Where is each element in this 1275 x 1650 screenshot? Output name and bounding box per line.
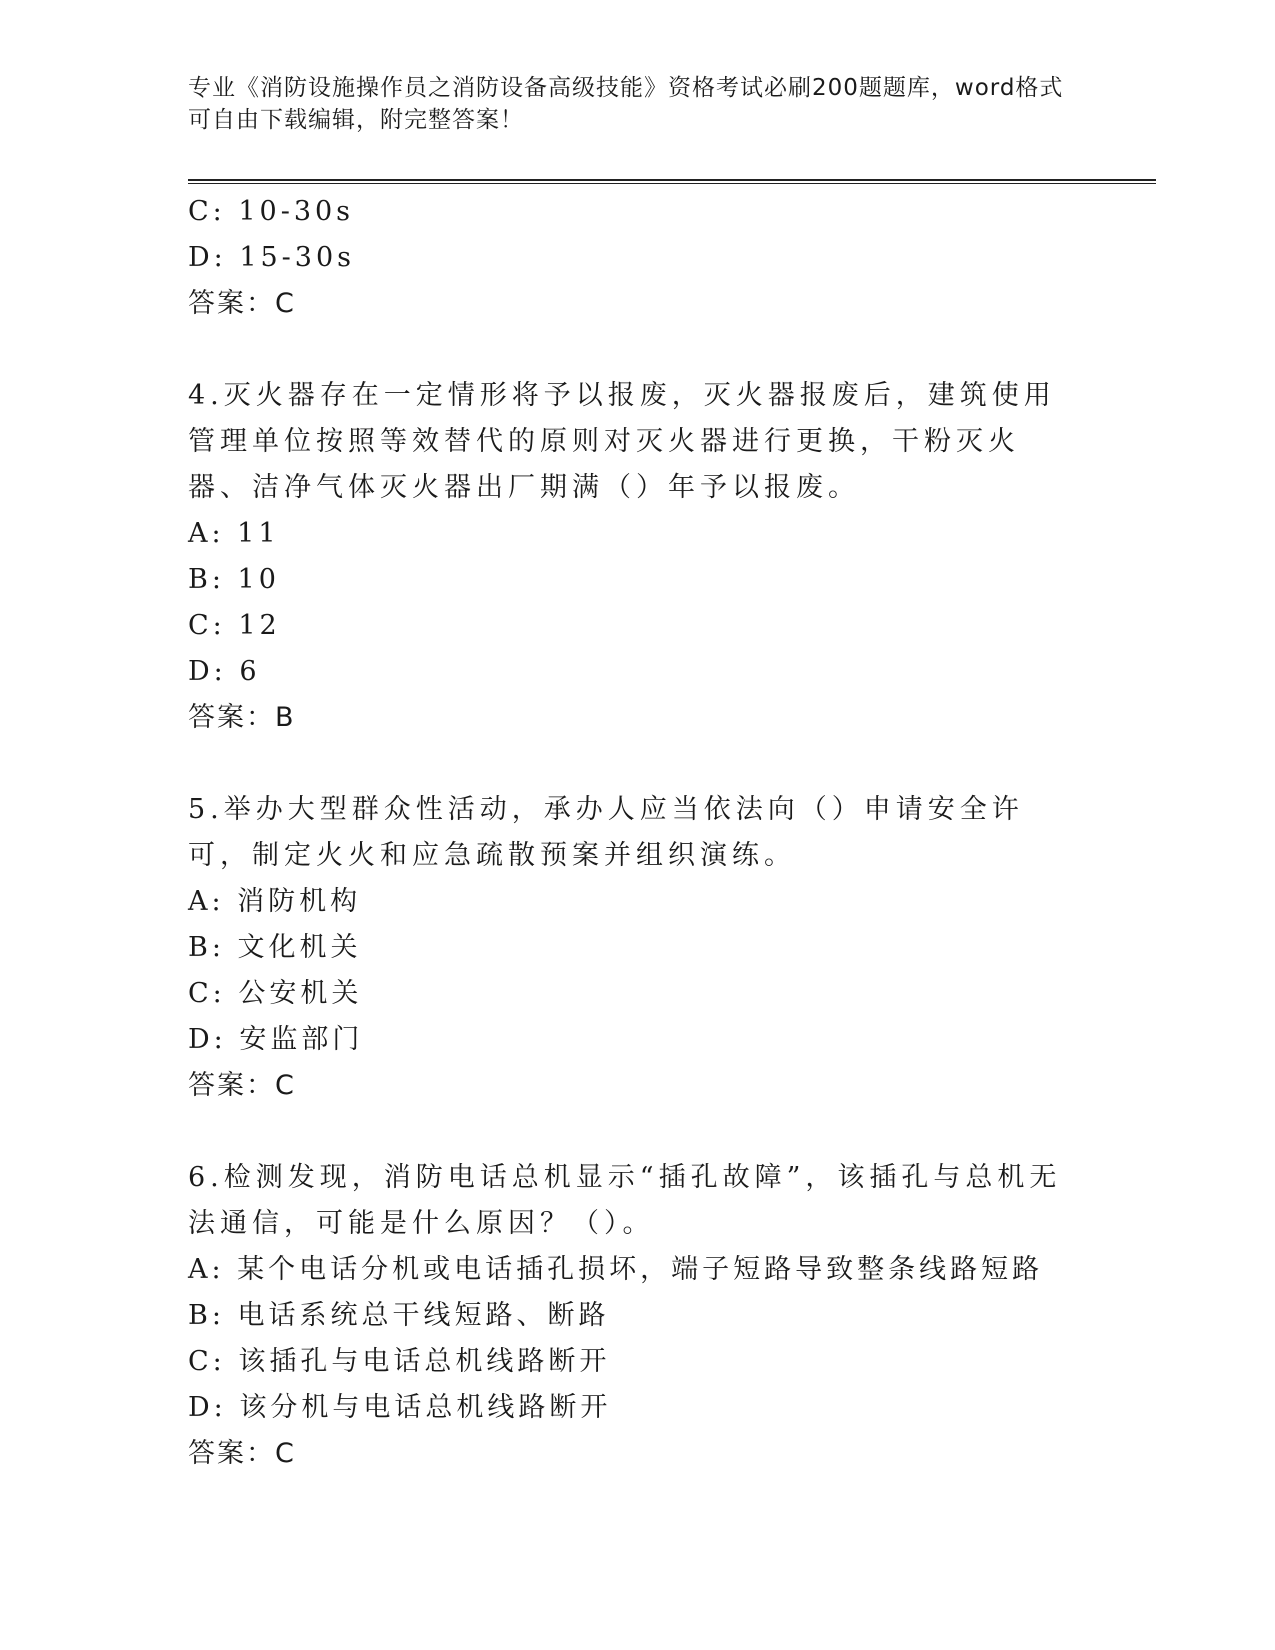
option-c: C: 该插孔与电话总机线路断开 [188, 1346, 611, 1377]
question-6 [188, 1155, 1068, 1477]
option-a: A: 11 [188, 518, 280, 549]
option-a: A: 消防机构 [188, 886, 362, 917]
answer-line: 答案：C [188, 1438, 296, 1469]
answer-line: 答案：C [188, 1070, 296, 1101]
option-c: C: 12 [188, 610, 281, 641]
option-d: D: 6 [188, 656, 261, 687]
option-b: B: 电话系统总干线短路、断路 [188, 1300, 610, 1331]
spacer [188, 327, 1068, 373]
question-fragment [188, 189, 1068, 327]
header-divider-thin [188, 183, 1156, 184]
header-divider [188, 179, 1156, 181]
question-stem: 6.检测发现，消防电话总机显示“插孔故障”，该插孔与总机无法通信，可能是什么原因？（）。 [188, 1162, 1062, 1239]
question-4 [188, 373, 1068, 741]
option-c: C: 10-30s [188, 196, 355, 227]
option-d: D: 该分机与电话总机线路断开 [188, 1392, 612, 1423]
option-d: D: 15-30s [188, 242, 356, 273]
option-c: C: 公安机关 [188, 978, 363, 1009]
option-b: B: 10 [188, 564, 280, 595]
question-list [188, 189, 1068, 1477]
option-d: D: 安监部门 [188, 1024, 364, 1055]
spacer [188, 1109, 1068, 1155]
question-stem: 5.举办大型群众性活动，承办人应当依法向（）申请安全许可，制定火火和应急疏散预案并组织演练。 [188, 794, 1024, 871]
question-5 [188, 787, 1068, 1109]
page-header: 专业《消防设施操作员之消防设备高级技能》资格考试必刷200题题库，word格式可自由下载编辑，附完整答案！ [188, 75, 1064, 133]
question-stem: 4.灭火器存在一定情形将予以报废，灭火器报废后，建筑使用管理单位按照等效替代的原则对灭火器进行更换，干粉灭火器、洁净气体灭火器出厂期满（）年予以报废。 [188, 380, 1056, 503]
answer-line: 答案：B [188, 702, 296, 733]
answer-line: 答案：C [188, 288, 296, 319]
option-a: A: 某个电话分机或电话插孔损坏，端子短路导致整条线路短路 [188, 1254, 1044, 1285]
option-b: B: 文化机关 [188, 932, 362, 963]
spacer [188, 741, 1068, 787]
